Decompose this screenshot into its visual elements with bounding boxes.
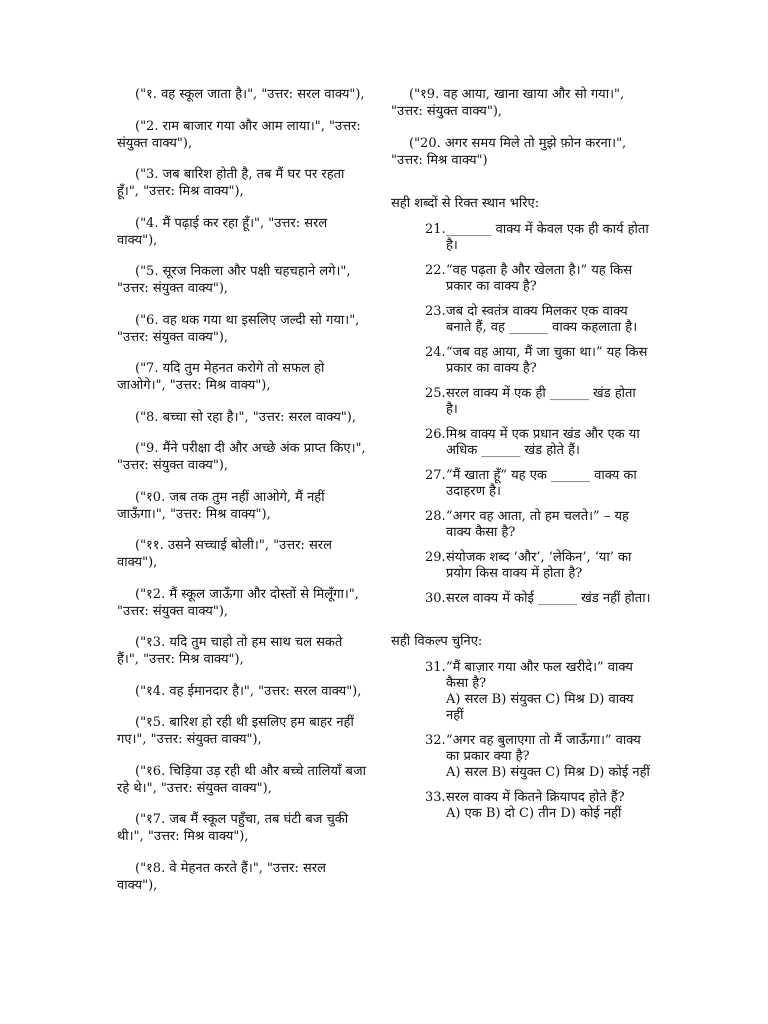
question-number: 33. [425, 789, 446, 805]
mcq-heading: सही विकल्प चुनिए: [391, 633, 483, 649]
question-text: जब दो स्वतंत्र वाक्य मिलकर एक वाक्य बनाते हैं, वह ______ वाक्य कहलाता है। [446, 303, 638, 335]
question-number: 30. [425, 590, 446, 606]
mcq-question [391, 790, 651, 822]
fill-blanks-heading: सही शब्दों से रिक्त स्थान भरिए: [391, 195, 540, 211]
question [391, 263, 651, 295]
question-text: सरल वाक्य में कितने क्रियापद होते हैं? [446, 789, 625, 805]
answer-pair: ("१7. जब मैं स्कूल पहुँचा, तब घंटी बज चुकी थी।", "उत्तर: मिश्र वाक्य"), [117, 812, 349, 844]
answer-pair: ("2. राम बाजार गया और आम लाया।", "उत्तर: संयुक्त वाक्य"), [117, 118, 361, 151]
answer-pair: ("9. मैंने परीक्षा दी और अच्छे अंक प्राप्त किए।", "उत्तर: संयुक्त वाक्य"), [117, 441, 366, 473]
question [391, 222, 651, 254]
answer-pair: ("20. अगर समय मिले तो मुझे फ़ोन करना।", "उत्तर: मिश्र वाक्य") [391, 135, 627, 168]
question-number: 25. [425, 385, 446, 401]
question-number: 24. [425, 344, 446, 360]
question-text: “अगर वह बुलाएगा तो मैं जाऊँगा।” वाक्य का प्रकार क्या है? [446, 732, 641, 764]
question-text: _______ वाक्य में केवल एक ही कार्य होता है। [446, 221, 649, 253]
question [391, 427, 651, 459]
question-text: “वह पढ़ता है और खेलता है।” यह किस प्रकार का वाक्य है? [446, 262, 632, 294]
question [391, 591, 651, 607]
answer-pair: ("१5. बारिश हो रही थी इसलिए हम बाहर नहीं गए।", "उत्तर: संयुक्त वाक्य"), [117, 715, 354, 747]
answer-pair: ("4. मैं पढ़ाई कर रहा हूँ।", "उत्तर: सरल वाक्य"), [117, 215, 328, 248]
question-number: 28. [425, 508, 446, 524]
answer-pair: ("१2. मैं स्कूल जाऊँगा और दोस्तों से मिलूँगा।", "उत्तर: संयुक्त वाक्य"), [117, 586, 359, 619]
answer-pair: ("7. यदि तुम मेहनत करोगे तो सफल हो जाओगे।", "उत्तर: मिश्र वाक्य"), [117, 361, 325, 393]
right-column [391, 86, 651, 831]
question-text: संयोजक शब्द ‘और’, ‘लेकिन’, ‘या’ का प्रयोग किस वाक्य में होता है? [446, 549, 632, 581]
left-column [117, 86, 367, 908]
question-number: 29. [425, 549, 446, 565]
answer-pair: ("8. बच्चा सो रहा है।", "उत्तर: सरल वाक्य"), [135, 409, 356, 425]
answer-pair: ("१8. वे मेहनत करते हैं।", "उत्तर: सरल वाक्य"), [117, 860, 326, 893]
question-text: “अगर वह आता, तो हम चलते।” – यह वाक्य कैसा है? [446, 508, 629, 540]
question-number: 22. [425, 262, 446, 278]
question-number: 27. [425, 467, 446, 483]
question [391, 550, 651, 582]
answer-pair: ("११. उसने सच्चाई बोली।", "उत्तर: सरल वाक्य"), [117, 538, 332, 570]
question-text: “जब वह आया, मैं जा चुका था।” यह किस प्रकार का वाक्य है? [446, 344, 648, 376]
answer-pair: ("6. वह थक गया था इसलिए जल्दी सो गया।", "उत्तर: संयुक्त वाक्य"), [117, 312, 360, 345]
mcq-question [391, 660, 651, 724]
answer-pair: ("१4. वह ईमानदार है।", "उत्तर: सरल वाक्य"), [135, 683, 362, 699]
answer-options: A) एक B) दो C) तीन D) कोई नहीं [446, 805, 622, 821]
answer-pair: ("5. सूरज निकला और पक्षी चहचहाने लगे।", "उत्तर: संयुक्त वाक्य"), [117, 264, 351, 296]
answer-pair: ("१. वह स्कूल जाता है।", "उत्तर: सरल वाक्य"), [135, 87, 365, 102]
answer-pair: ("१9. वह आया, खाना खाया और सो गया।", "उत्तर: संयुक्त वाक्य"), [391, 87, 625, 119]
answer-options: A) सरल B) संयुक्त C) मिश्र D) कोई नहीं [446, 764, 650, 780]
question-number: 26. [425, 426, 446, 442]
question-number: 31. [425, 659, 446, 675]
question-text: ”मैं बाज़ार गया और फल खरीदे।” वाक्य कैसा है? [446, 659, 633, 691]
question-number: 23. [425, 303, 446, 319]
answer-pair: ("१3. यदि तुम चाहो तो हम साथ चल सकते हैं।", "उत्तर: मिश्र वाक्य"), [117, 635, 343, 667]
question-text: सरल वाक्य में एक ही ______ खंड होता है। [446, 385, 636, 417]
answer-pair: ("१6. चिड़िया उड़ रही थी और बच्चे तालियाँ बजा रहे थे।", "उत्तर: संयुक्त वाक्य"), [117, 763, 366, 796]
answer-options: A) सरल B) संयुक्त C) मिश्र D) वाक्य नहीं [446, 691, 634, 723]
question [391, 509, 651, 541]
question-number: 21. [425, 221, 446, 237]
answer-pair: ("3. जब बारिश होती है, तब मैं घर पर रहता हूँ।", "उत्तर: मिश्र वाक्य"), [117, 167, 345, 199]
question-text: मिश्र वाक्य में एक प्रधान खंड और एक या अधिक ______ खंड होते हैं। [446, 426, 640, 458]
question [391, 468, 651, 500]
question [391, 386, 651, 418]
answer-pair: ("१0. जब तक तुम नहीं आओगे, मैं नहीं जाऊँगा।", "उत्तर: मिश्र वाक्य"), [117, 489, 325, 522]
question-number: 32. [425, 732, 446, 748]
question [391, 304, 651, 336]
mcq-question [391, 733, 651, 781]
question-text: सरल वाक्य में कोई ______ खंड नहीं होता। [446, 590, 651, 606]
question [391, 345, 651, 377]
question-text: ”मैं खाता हूँ” यह एक ______ वाक्य का उदाहरण है। [446, 467, 637, 499]
